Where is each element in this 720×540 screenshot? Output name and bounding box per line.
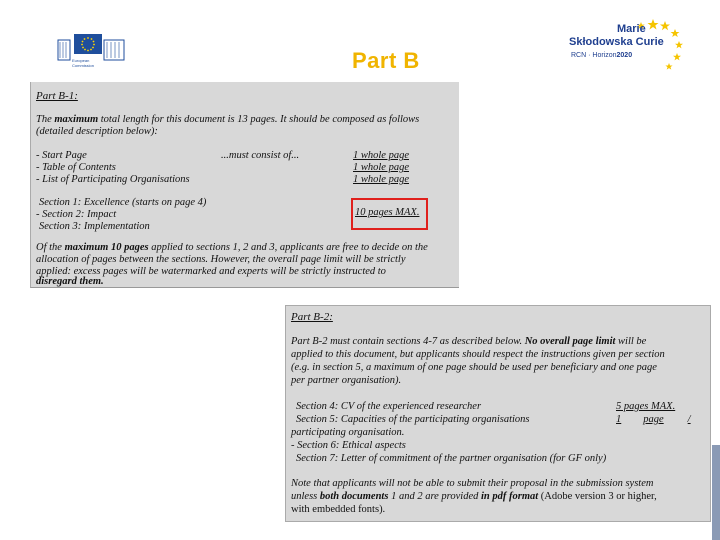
section-item: Section 1: Excellence (starts on page 4): [39, 197, 207, 208]
section-item: - Section 6: Ethical aspects: [291, 440, 406, 451]
paragraph-line: unless both documents 1 and 2 are provided in pdf format (Adobe version 3 or higher,: [291, 491, 657, 502]
section-value: 5 pages MAX.: [616, 401, 676, 412]
section-item: Section 5: Capacities of the participating organisations: [296, 414, 530, 425]
max-pages-label: 10 pages MAX.: [355, 207, 420, 218]
list-item: - Table of Contents: [36, 162, 116, 173]
paragraph-line: applied: excess pages will be watermarked and experts will be strictly instructed to: [36, 266, 386, 277]
list-item-value: 1 whole page: [353, 162, 409, 173]
part-b2-excerpt: [285, 305, 711, 522]
page-title: Part B: [352, 48, 420, 73]
list-item-note: ...must consist of...: [221, 150, 300, 161]
paragraph-line: per partner organisation).: [291, 375, 402, 386]
section-item: - Section 2: Impact: [36, 209, 117, 220]
part-b2-heading: Part B-2:: [291, 311, 333, 323]
accent-bar: [712, 445, 720, 540]
list-item: - List of Participating Organisations: [36, 174, 190, 185]
msca-logo-line1: Marie: [617, 23, 646, 35]
section-value: 1 page /: [616, 414, 691, 425]
msca-logo: [565, 15, 690, 75]
part-b1-excerpt: [30, 82, 459, 288]
part-b1-heading: Part B-1:: [36, 90, 78, 102]
paragraph-line: allocation of pages between the sections. However, the overall page limit will be strictly: [36, 254, 406, 265]
section-item: Section 3: Implementation: [39, 221, 150, 232]
msca-logo-line2: Skłodowska Curie: [569, 36, 664, 48]
ec-logo-text: European Commission: [72, 58, 95, 68]
list-item-value: 1 whole page: [353, 174, 409, 185]
paragraph-line: disregard them.: [36, 276, 104, 287]
part-b1-intro-cont: (detailed description below):: [36, 126, 158, 137]
paragraph-line: with embedded fonts).: [291, 504, 386, 515]
paragraph-line: applied to this document, but applicants should respect the instructions given per section: [291, 349, 665, 360]
section-item: Section 4: CV of the experienced researcher: [296, 401, 482, 412]
section-item: Section 7: Letter of commitment of the partner organisation (for GF only): [296, 453, 607, 464]
section-item-cont: participating organisation.: [291, 427, 405, 438]
list-item: - Start Page: [36, 150, 87, 161]
part-b1-intro: The maximum total length for this document is 13 pages. It should be composed as follows: [36, 114, 420, 125]
paragraph-line: Part B-2 must contain sections 4-7 as described below. No overall page limit will be: [291, 336, 647, 347]
eu-flag-icon: [74, 34, 102, 54]
paragraph-line: (e.g. in section 5, a maximum of one page should be used per beneficiary and one page: [291, 362, 657, 373]
msca-logo-line3: RCN · Horizon2020: [571, 52, 633, 59]
list-item-value: 1 whole page: [353, 150, 409, 161]
paragraph-line: Of the maximum 10 pages applied to sections 1, 2 and 3, applicants are free to decide on the: [36, 242, 428, 253]
paragraph-line: Note that applicants will not be able to submit their proposal in the submission system: [291, 478, 654, 489]
european-commission-logo: [56, 22, 136, 74]
